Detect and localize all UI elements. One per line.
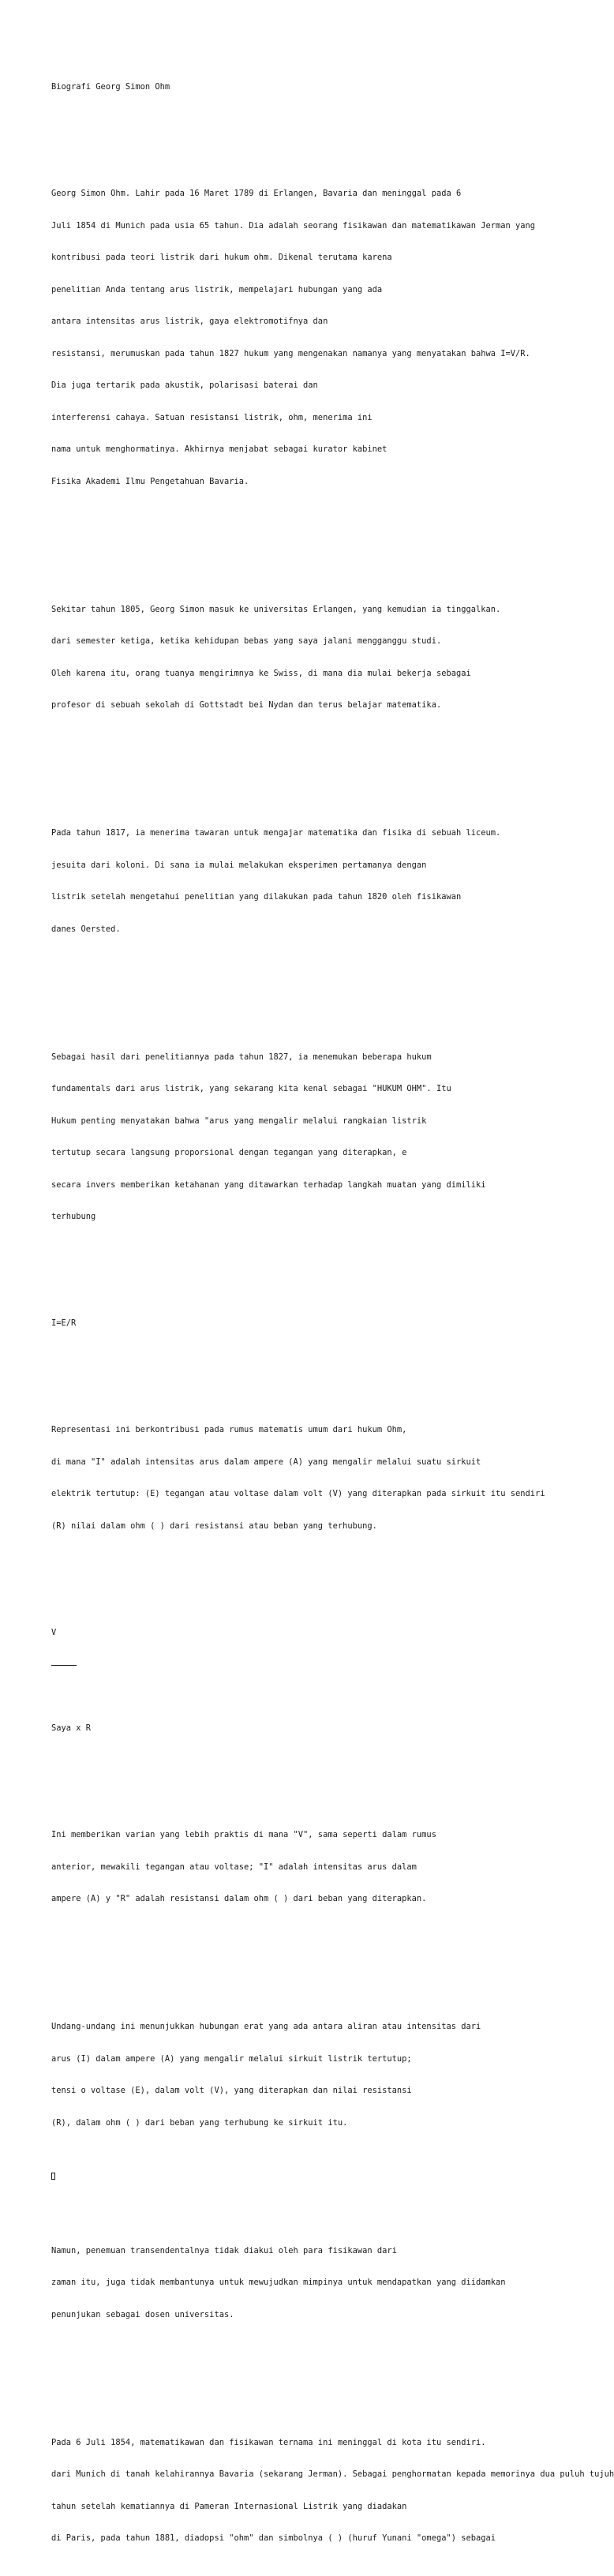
text-line: Dia juga tertarik pada akustik, polarisasi baterai dan bbox=[51, 381, 318, 390]
text-line: tertutup secara langsung proporsional dengan tegangan yang diterapkan, e bbox=[51, 1148, 407, 1157]
text-line: Oleh karena itu, orang tuanya mengirimnya ke Swiss, di mana dia mulai bekerja sebagai bbox=[51, 668, 471, 678]
text-line: Sebagai hasil dari penelitiannya pada tahun 1827, ia menemukan beberapa hukum bbox=[51, 1052, 432, 1062]
text-line: secara invers memberikan ketahanan yang ditawarkan terhadap langkah muatan yang dimiliki bbox=[51, 1179, 486, 1190]
paragraph-gap bbox=[51, 1756, 606, 1767]
paragraph bbox=[51, 1404, 606, 1553]
text-line: listrik setelah mengetahui penelitian yang dilakukan pada tahun 1820 oleh fisikawan bbox=[51, 892, 462, 902]
text-line: Georg Simon Ohm. Lahir pada 16 Maret 1789 di Erlangen, Bavaria dan meninggal pada 6 bbox=[51, 189, 462, 198]
text-line: elektrik tertutup: (E) tegangan atau voltase dalam volt (V) yang diterapkan pada sirkuit itu sendiri bbox=[51, 1489, 545, 1498]
text-line: di Paris, pada tahun 1881, diadopsi "ohm" dan simbolnya ( ) (huruf Yunani "omega") sebagai bbox=[51, 2533, 496, 2543]
paragraph bbox=[51, 1031, 606, 1244]
paragraph-gap bbox=[51, 114, 606, 126]
paragraph bbox=[51, 807, 606, 956]
ohm-formula: I=E/R bbox=[51, 1318, 77, 1328]
paragraph-gap bbox=[51, 1574, 606, 1585]
text-line: terhubung bbox=[51, 1212, 96, 1221]
text-line: Fisika Akademi Ilmu Pengetahuan Bavaria. bbox=[51, 476, 249, 486]
text-line: (R), dalam ohm ( ) dari beban yang terhubung ke sirkuit itu. bbox=[51, 2117, 348, 2128]
text-line: (R) nilai dalam ohm ( ) dari resistansi atau beban yang terhubung. bbox=[51, 1520, 377, 1531]
text-line: di mana "I" adalah intensitas arus dalam ampere (A) yang mengalir melalui suatu sirkuit bbox=[51, 1457, 481, 1467]
paragraph-gap bbox=[51, 977, 606, 988]
fraction-bar bbox=[51, 1659, 606, 1670]
text-line: dari Munich di tanah kelahirannya Bavaria (sekarang Jerman). Sebagai penghormatan kepada memorinya dua puluh tujuh bbox=[51, 2469, 614, 2479]
document-title: Biografi Georg Simon Ohm bbox=[51, 82, 170, 92]
paragraph-gap bbox=[51, 1266, 606, 1277]
paragraph-gap bbox=[51, 1692, 606, 1703]
fraction-numerator: V bbox=[51, 1627, 57, 1637]
text-line: Pada tahun 1817, ia menerima tawaran untuk mengajar matematika dan fisika di sebuah liceum. bbox=[51, 828, 501, 838]
text-line: ampere (A) y "R" adalah resistansi dalam ohm ( ) dari beban yang diterapkan. bbox=[51, 1894, 427, 1903]
text-line: penelitian Anda tentang arus listrik, mempelajari hubungan yang ada bbox=[51, 284, 383, 294]
text-line: interferensi cahaya. Satuan resistansi listrik, ohm, menerima ini bbox=[51, 412, 373, 422]
text-line: profesor di sebuah sekolah di Gottstadt bei Nydan dan terus belajar matematika. bbox=[51, 700, 442, 710]
paragraph bbox=[51, 2417, 614, 2566]
text-line: kontribusi pada teori listrik dari hukum ohm. Dikenal terutama karena bbox=[51, 253, 392, 262]
paragraph bbox=[51, 583, 606, 733]
text-line: jesuita dari koloni. Di sana ia mulai melakukan eksperimen pertamanya dengan bbox=[51, 860, 427, 870]
text-line: anterior, mewakili tegangan atau voltase; "I" adalah intensitas arus dalam bbox=[51, 1862, 417, 1872]
text-line: Namun, penemuan transendentalnya tidak diakui oleh para fisikawan dari bbox=[51, 2245, 397, 2255]
document-body bbox=[51, 61, 614, 2576]
text-line: Ini memberikan varian yang lebih praktis di mana "V", sama seperti dalam rumus bbox=[51, 1830, 436, 1839]
text-line: nama untuk menghormatinya. Akhirnya menjabat sebagai kurator kabinet bbox=[51, 444, 387, 454]
text-line: tensi o voltase (E), dalam volt (V), yang diterapkan dan nilai resistansi bbox=[51, 2086, 412, 2095]
text-line: arus (I) dalam ampere (A) yang mengalir melalui sirkuit listrik tertutup; bbox=[51, 2053, 412, 2064]
paragraph bbox=[51, 2000, 606, 2150]
paragraph bbox=[51, 167, 606, 508]
text-line: penunjukan sebagai dosen universitas. bbox=[51, 2309, 234, 2319]
text-line: danes Oersted. bbox=[51, 924, 121, 934]
text-line: Juli 1854 di Munich pada usia 65 tahun. Dia adalah seorang fisikawan dan matematikawan Jerman yang bbox=[51, 220, 536, 231]
paragraph-gap bbox=[51, 2363, 606, 2374]
missing-glyph-box bbox=[51, 2171, 606, 2182]
text-line: Hukum penting menyatakan bahwa "arus yang mengalir melalui rangkaian listrik bbox=[51, 1116, 427, 1126]
text-line: zaman itu, juga tidak membantunya untuk mewujudkan mimpinya untuk mendapatkan yang diidamkan bbox=[51, 2278, 506, 2287]
text-line: fundamentals dari arus listrik, yang sekarang kita kenal sebagai "HUKUM OHM". Itu bbox=[51, 1084, 451, 1093]
paragraph-gap bbox=[51, 1948, 606, 1959]
paragraph-gap bbox=[51, 530, 606, 541]
text-line: Sekitar tahun 1805, Georg Simon masuk ke universitas Erlangen, yang kemudian ia tinggalkan. bbox=[51, 604, 501, 614]
text-line: Representasi ini berkontribusi pada rumus matematis umum dari hukum Ohm, bbox=[51, 1425, 407, 1434]
fraction-denominator: Saya x R bbox=[51, 1723, 92, 1733]
text-line: antara intensitas arus listrik, gaya elektromotifnya dan bbox=[51, 317, 328, 326]
paragraph bbox=[51, 1809, 606, 1926]
paragraph bbox=[51, 2225, 606, 2342]
text-line: resistansi, merumuskan pada tahun 1827 hukum yang mengenakan namanya yang menyatakan bahwa I=V/R. bbox=[51, 348, 530, 358]
text-line: Undang-undang ini menunjukkan hubungan erat yang ada antara aliran atau intensitas dari bbox=[51, 2022, 481, 2031]
paragraph-gap bbox=[51, 1351, 606, 1362]
text-line: Pada 6 Juli 1854, matematikawan dan fisikawan ternama ini meninggal di kota itu sendiri. bbox=[51, 2437, 486, 2447]
text-line: tahun setelah kematiannya di Pameran Internasional Listrik yang diadakan bbox=[51, 2501, 407, 2511]
text-line: dari semester ketiga, ketika kehidupan bebas yang saya jalani mengganggu studi. bbox=[51, 636, 442, 646]
paragraph-gap bbox=[51, 754, 606, 765]
